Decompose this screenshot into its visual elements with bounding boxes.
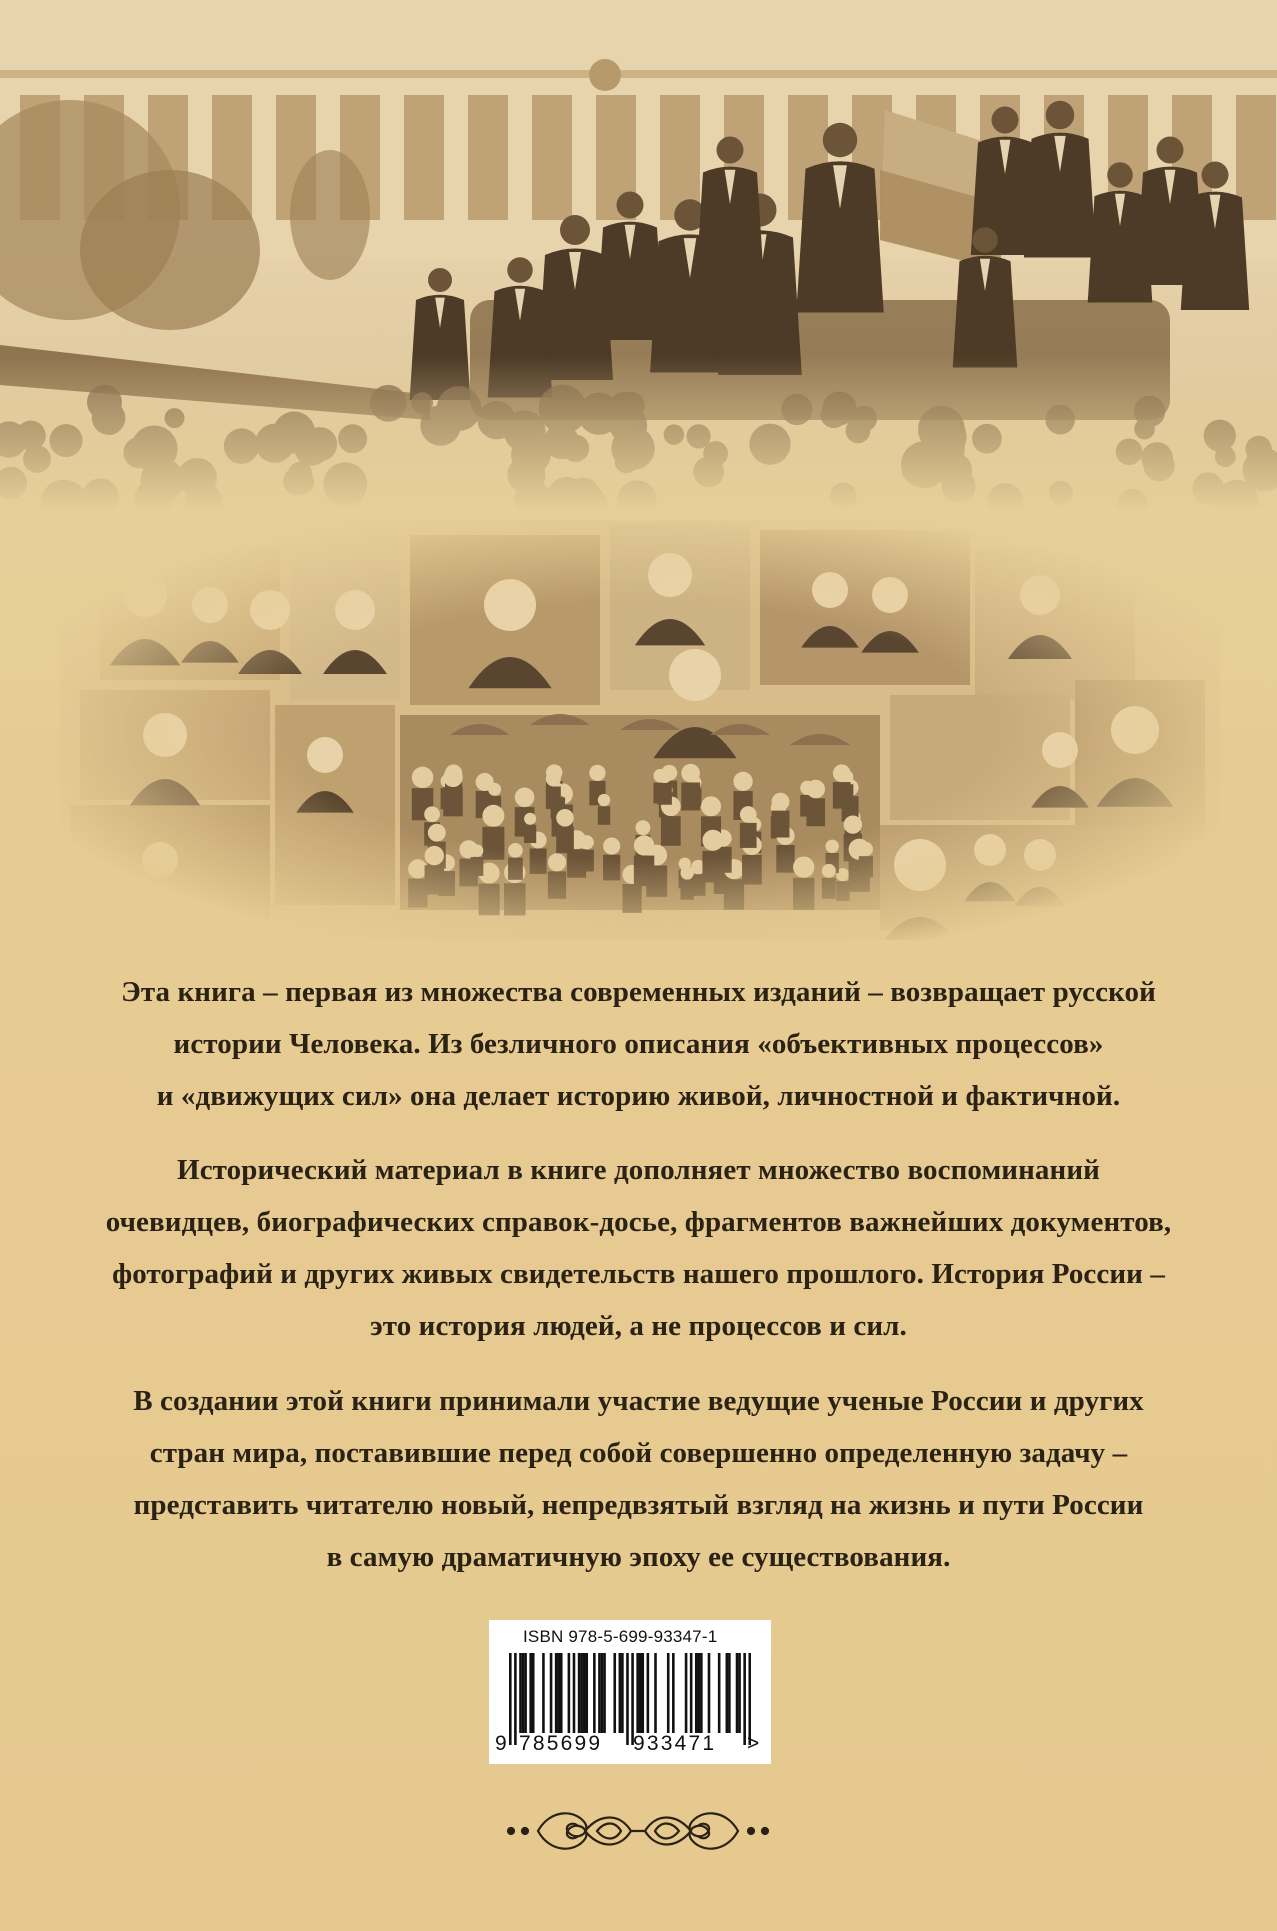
sepia-portrait-collage — [60, 520, 1220, 940]
sepia-crowd-on-tank-photo — [0, 0, 1277, 510]
decorative-ornament-icon — [505, 1803, 771, 1859]
barcode-digits-left: 785699 — [519, 1732, 603, 1755]
isbn-barcode — [489, 1620, 771, 1764]
paragraph-line: представить читателю новый, непредвзятый взгляд на жизнь и пути России — [133, 1489, 1144, 1521]
paragraph-line: стран мира, поставившие перед собой совершенно определенную задачу – — [149, 1437, 1128, 1469]
description-paragraph-2 — [55, 1144, 1222, 1352]
photo-collage — [60, 520, 1220, 940]
paragraph-line: Исторический материал в книге дополняет множество воспоминаний — [177, 1154, 1100, 1186]
paragraph-line: очевидцев, биографических справок-досье, фрагментов важнейших документов, — [105, 1206, 1172, 1238]
description-paragraph-3 — [55, 1375, 1222, 1583]
barcode-quiet-mark: > — [747, 1732, 760, 1755]
description-paragraph-1 — [55, 966, 1222, 1122]
paragraph-line: это история людей, а не процессов и сил. — [370, 1310, 907, 1342]
barcode-digits-right: 933471 — [633, 1732, 717, 1755]
paragraph-line: и «движущих сил» она делает историю живой, личностной и фактичной. — [156, 1080, 1121, 1112]
paragraph-line: Эта книга – первая из множества современных изданий – возвращает русской — [121, 976, 1156, 1008]
paragraph-line: в самую драматичную эпоху ее существования. — [326, 1541, 951, 1573]
paragraph-line: В создании этой книги принимали участие ведущие ученые России и других — [133, 1385, 1144, 1417]
top-photo — [0, 0, 1277, 510]
barcode-digit-first: 9 — [495, 1732, 507, 1755]
paragraph-line: фотографий и других живых свидетельств нашего прошлого. История России – — [112, 1258, 1165, 1290]
paragraph-line: истории Человека. Из безличного описания «объективных процессов» — [173, 1028, 1104, 1060]
isbn-label: ISBN 978-5-699-93347-1 — [523, 1627, 718, 1646]
